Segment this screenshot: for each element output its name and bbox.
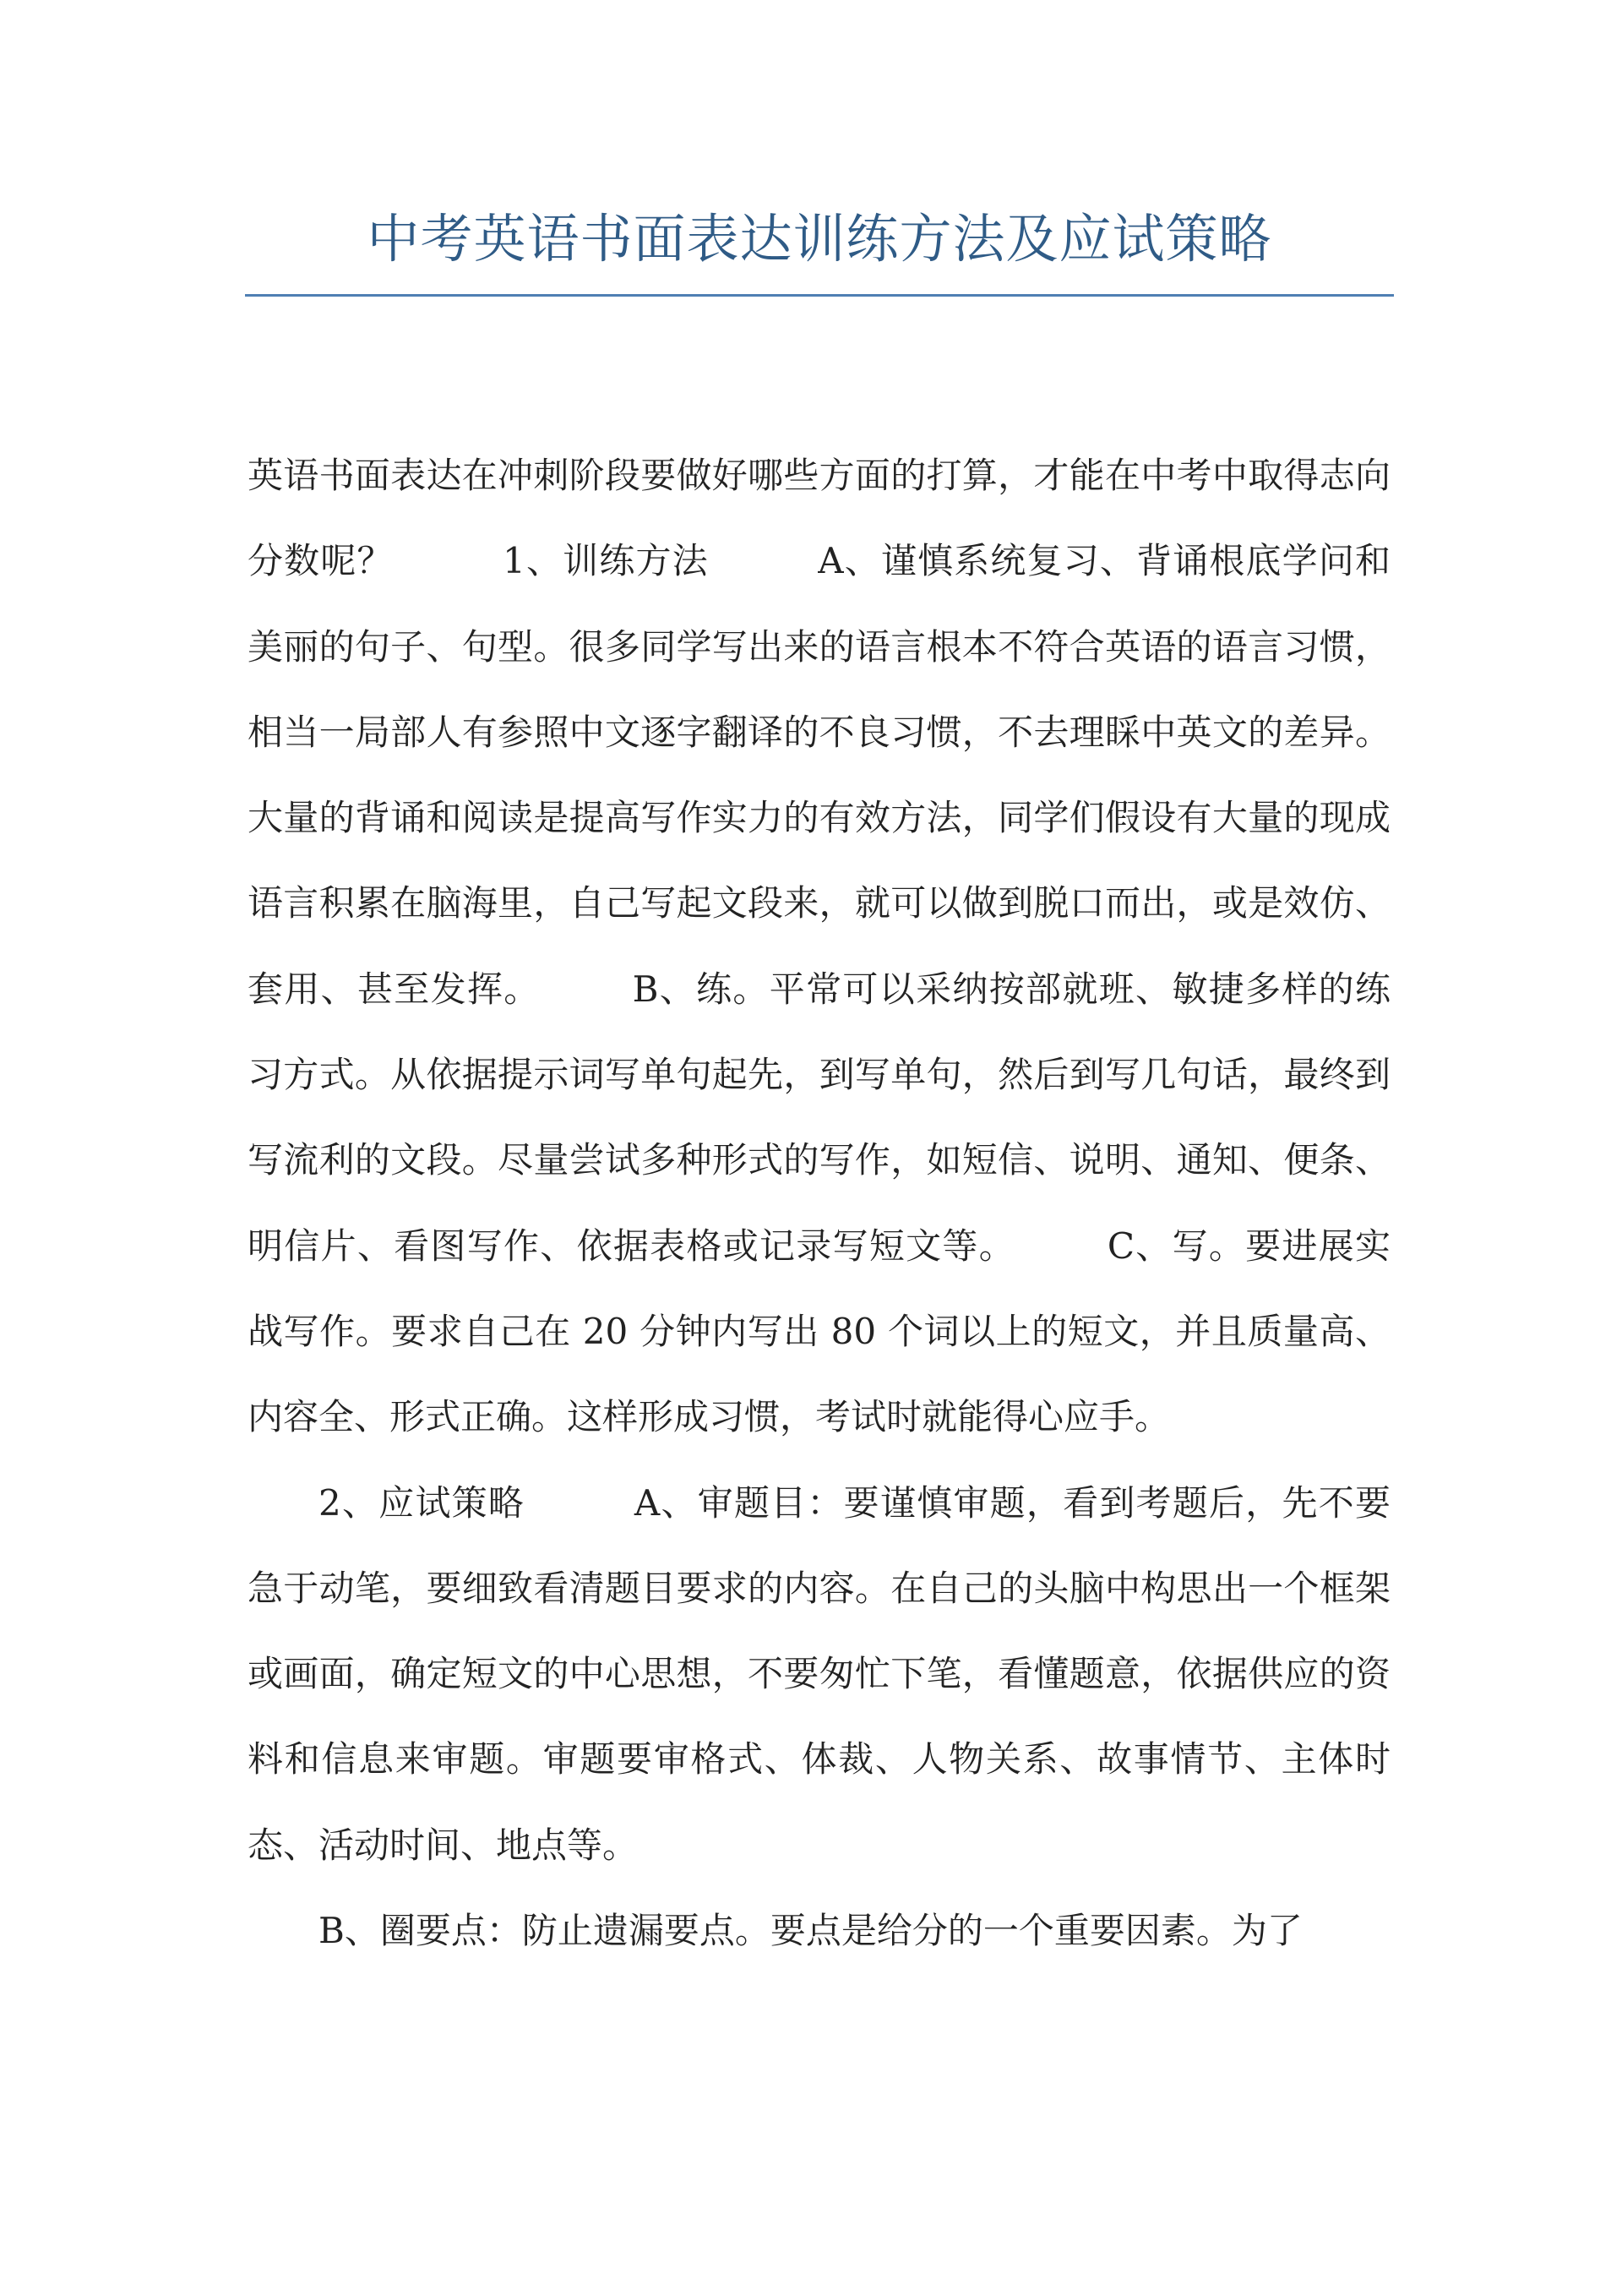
paragraph-exam-strategy: 2、应试策略 A、审题目：要谨慎审题，看到考题后，先不要急于动笔，要细致看清题目要求的内容。在自己的头脑中构思出一个框架或画面，确定短文的中心思想，不要匆忙下笔，看懂题意，依据供应的资料和信息来审题。审题要审格式、体裁、人物关系、故事情节、主体时态、活动时间、地点等。 [248, 1481, 1391, 1866]
document-title: 中考英语书面表达训练方法及应试策略 [367, 208, 1272, 270]
title-underline [245, 294, 1394, 297]
paragraph-key-points: B、圈要点：防止遗漏要点。要点是给分的一个重要因素。为了 [318, 1910, 1303, 1952]
document-body [248, 433, 1391, 1973]
paragraph-training-methods: 英语书面表达在冲刺阶段要做好哪些方面的打算，才能在中考中取得志向分数呢？ 1、训练方法 A、谨慎系统复习、背诵根底学问和美丽的句子、句型。很多同学写出来的语言根本不符合英语的语言习惯，相当一局部人有参照中文逐字翻译的不良习惯，不去理睬中英文的差异。大量的背诵和阅读是提高写作实力的有效方法，同学们假设有大量的现成语言积累在脑海里，自己写起文段来，就可以做到脱口而出，或是效仿、套用、甚至发挥。 B、练。平常可以采纳按部就班、敏捷多样的练习方式。从依据提示词写单句起先，到写单句，然后到写几句话，最终到写流利的文段。尽量尝试多种形式的写作，如短信、说明、通知、便条、明信片、看图写作、依据表格或记录写短文等。 C、写。要进展实战写作。要求自己在 20 分钟内写出 80 个词以上的短文，并且质量高、内容全、形式正确。这样形成习惯，考试时就能得心应手。 [248, 455, 1391, 1438]
